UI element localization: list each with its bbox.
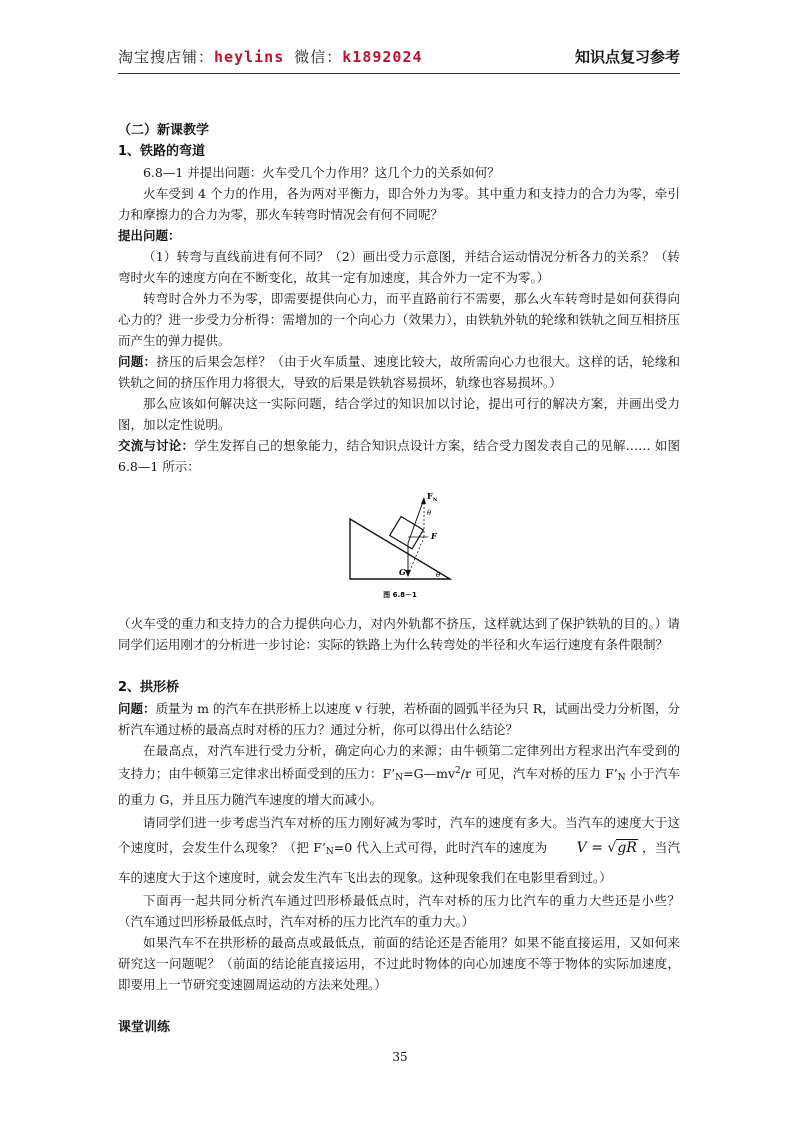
subsection-bridge-title: 2、拱形桥: [118, 680, 180, 695]
question-label: 问题：: [118, 701, 156, 716]
paragraph: 转弯时合外力不为零，即需要提供向心力，而平直路前行不需要，那么火车转弯时是如何获得向心力的？进一步受力分析得：需增加的一个向心力（效果力），由铁轨外轨的轮缘和铁轨之间互相挤压而产生的弹力提供。: [118, 291, 680, 348]
page-number: 35: [392, 1050, 408, 1064]
label-fn: $F_N$: [427, 491, 438, 503]
label-f: F: [431, 531, 437, 541]
velocity-formula: V = √gR: [576, 840, 637, 856]
force-diagram: [344, 485, 456, 607]
spacer: [118, 995, 680, 1017]
text-run: 在最高点，对汽车进行受力分析，确定向心力的来源；由牛顿第二定律列出方程求出汽车受到的支持力；由牛顿第三定律求出桥面受到的压力：F’: [118, 743, 680, 781]
paragraph: [118, 810, 680, 890]
subscript: N: [395, 773, 404, 783]
formula-lhs: V =: [576, 840, 608, 856]
paragraph: [118, 740, 680, 810]
question-label: 问题：: [118, 354, 157, 369]
paragraph: （火车受的重力和支持力的合力提供向心力，对内外轨都不挤压，这样就达到了保护铁轨的目的。）请同学们运用刚才的分析进一步讨论：实际的铁路上为什么转弯处的半径和火车运行速度有条件限制？: [118, 616, 680, 652]
text-run: ，当汽车的速度大于这个速度时，就会发生汽车飞出去的现象。这种现象我们在电影里看到过。）: [118, 840, 681, 885]
label-g: G: [399, 567, 406, 577]
paragraph: 6.8—1 并提出问题：火车受几个力作用？这几个力的关系如何？: [143, 165, 500, 180]
paragraph-text: 学生发挥自己的想象能力，结合知识点设计方案，结合受力图发表自己的见解…… 如图 6.8—1 所示：: [118, 438, 680, 474]
subsection-railway-title: 1、铁路的弯道: [118, 144, 206, 159]
paragraph: [118, 435, 680, 477]
normal-force-arrowhead: [421, 497, 426, 504]
text-run: 小于汽车的重力 G，并且压力随汽车速度的增大而减小。: [118, 766, 681, 807]
label-theta-top: θ: [427, 509, 432, 517]
paragraph-text: 挤压的后果会怎样？（由于火车质量、速度比较大，故所需向心力也很大。这样的话，轮缘和铁轨之间的挤压作用力将很大，导致的后果是铁轨容易损坏，轨缘也容易损坏。）: [118, 354, 680, 390]
discussion-label: 交流与讨论：: [118, 438, 195, 453]
header-title: 知识点复习参考: [574, 48, 680, 66]
text-run: 请同学们进一步考虑当汽车对桥的压力刚好减为零时，汽车的速度有多大。当汽车的速度大于这个速度时，会发生什么现象？（把 F’: [118, 815, 680, 855]
paragraph: [118, 351, 680, 393]
paragraph: 火车受到 4 个力的作用，各为两对平衡力，即合外力为零。其中重力和支持力的合力为零，牵引力和摩擦力的合力为零，那火车转弯时情况会有何不同呢？: [118, 186, 680, 222]
page-header: [118, 46, 680, 70]
document-body: [118, 120, 680, 1038]
paragraph: [118, 698, 680, 740]
figure-caption: 图 6.8－1: [383, 591, 417, 599]
header-shop-info: [118, 46, 423, 67]
shop-name: heylins: [214, 48, 285, 66]
spacer: [118, 655, 680, 677]
paragraph: 下面再一起共同分析汽车通过凹形桥最低点时，汽车对桥的压力比汽车的重力大些还是小些？（汽车通过凹形桥最低点时，汽车对桥的压力比汽车的重力大。）: [118, 893, 680, 929]
formula-radicand: gR: [617, 840, 637, 856]
train-block: [390, 517, 424, 549]
shop-label: 淘宝搜店铺：: [118, 48, 215, 66]
text-run: /r 可见，汽车对桥的压力 F’: [460, 766, 618, 781]
question-label: 提出问题：: [118, 228, 181, 243]
force-diagram-figure: [344, 485, 456, 607]
label-theta-bottom: θ: [436, 571, 441, 579]
paragraph: 如果汽车不在拱形桥的最高点或最低点，前面的结论还是否能用？如果不能直接运用，又如何来研究这一问题呢？（前面的结论能直接运用，不过此时物体的向心加速度不等于物体的实际加速度，即要用上一节研究变速圆周运动的方法来处理。）: [118, 935, 680, 992]
paragraph: （1）转弯与直线前进有何不同？（2）画出受力示意图，并结合运动情况分析各力的关系？（转弯时火车的速度方向在不断变化，故其一定有加速度，其合外力一定不为零。）: [118, 249, 680, 285]
paragraph-text: 质量为 m 的汽车在拱形桥上以速度 v 行驶，若桥面的圆弧半径为只 R，试画出受力分析图，分析汽车通过桥的最高点时对桥的压力？通过分析，你可以得出什么结论？: [118, 701, 680, 737]
subscript: N: [617, 773, 626, 783]
subsection-practice-title: 课堂训练: [118, 1020, 171, 1035]
section-title: （二）新课教学: [118, 123, 210, 138]
wechat-label: 微信：: [284, 48, 343, 66]
superscript: 2: [455, 766, 461, 776]
wechat-id: k1892024: [342, 48, 423, 66]
header-divider: [118, 73, 680, 74]
paragraph: 那么应该如何解决这一实际问题，结合学过的知识加以讨论，提出可行的解决方案，并画出受力图，加以定性说明。: [118, 396, 680, 432]
text-run: =0 代入上式可得，此时汽车的速度为: [333, 840, 552, 855]
gravity-arrowhead: [405, 570, 411, 577]
text-run: =G—mv: [403, 766, 456, 781]
subscript: N: [325, 847, 334, 857]
